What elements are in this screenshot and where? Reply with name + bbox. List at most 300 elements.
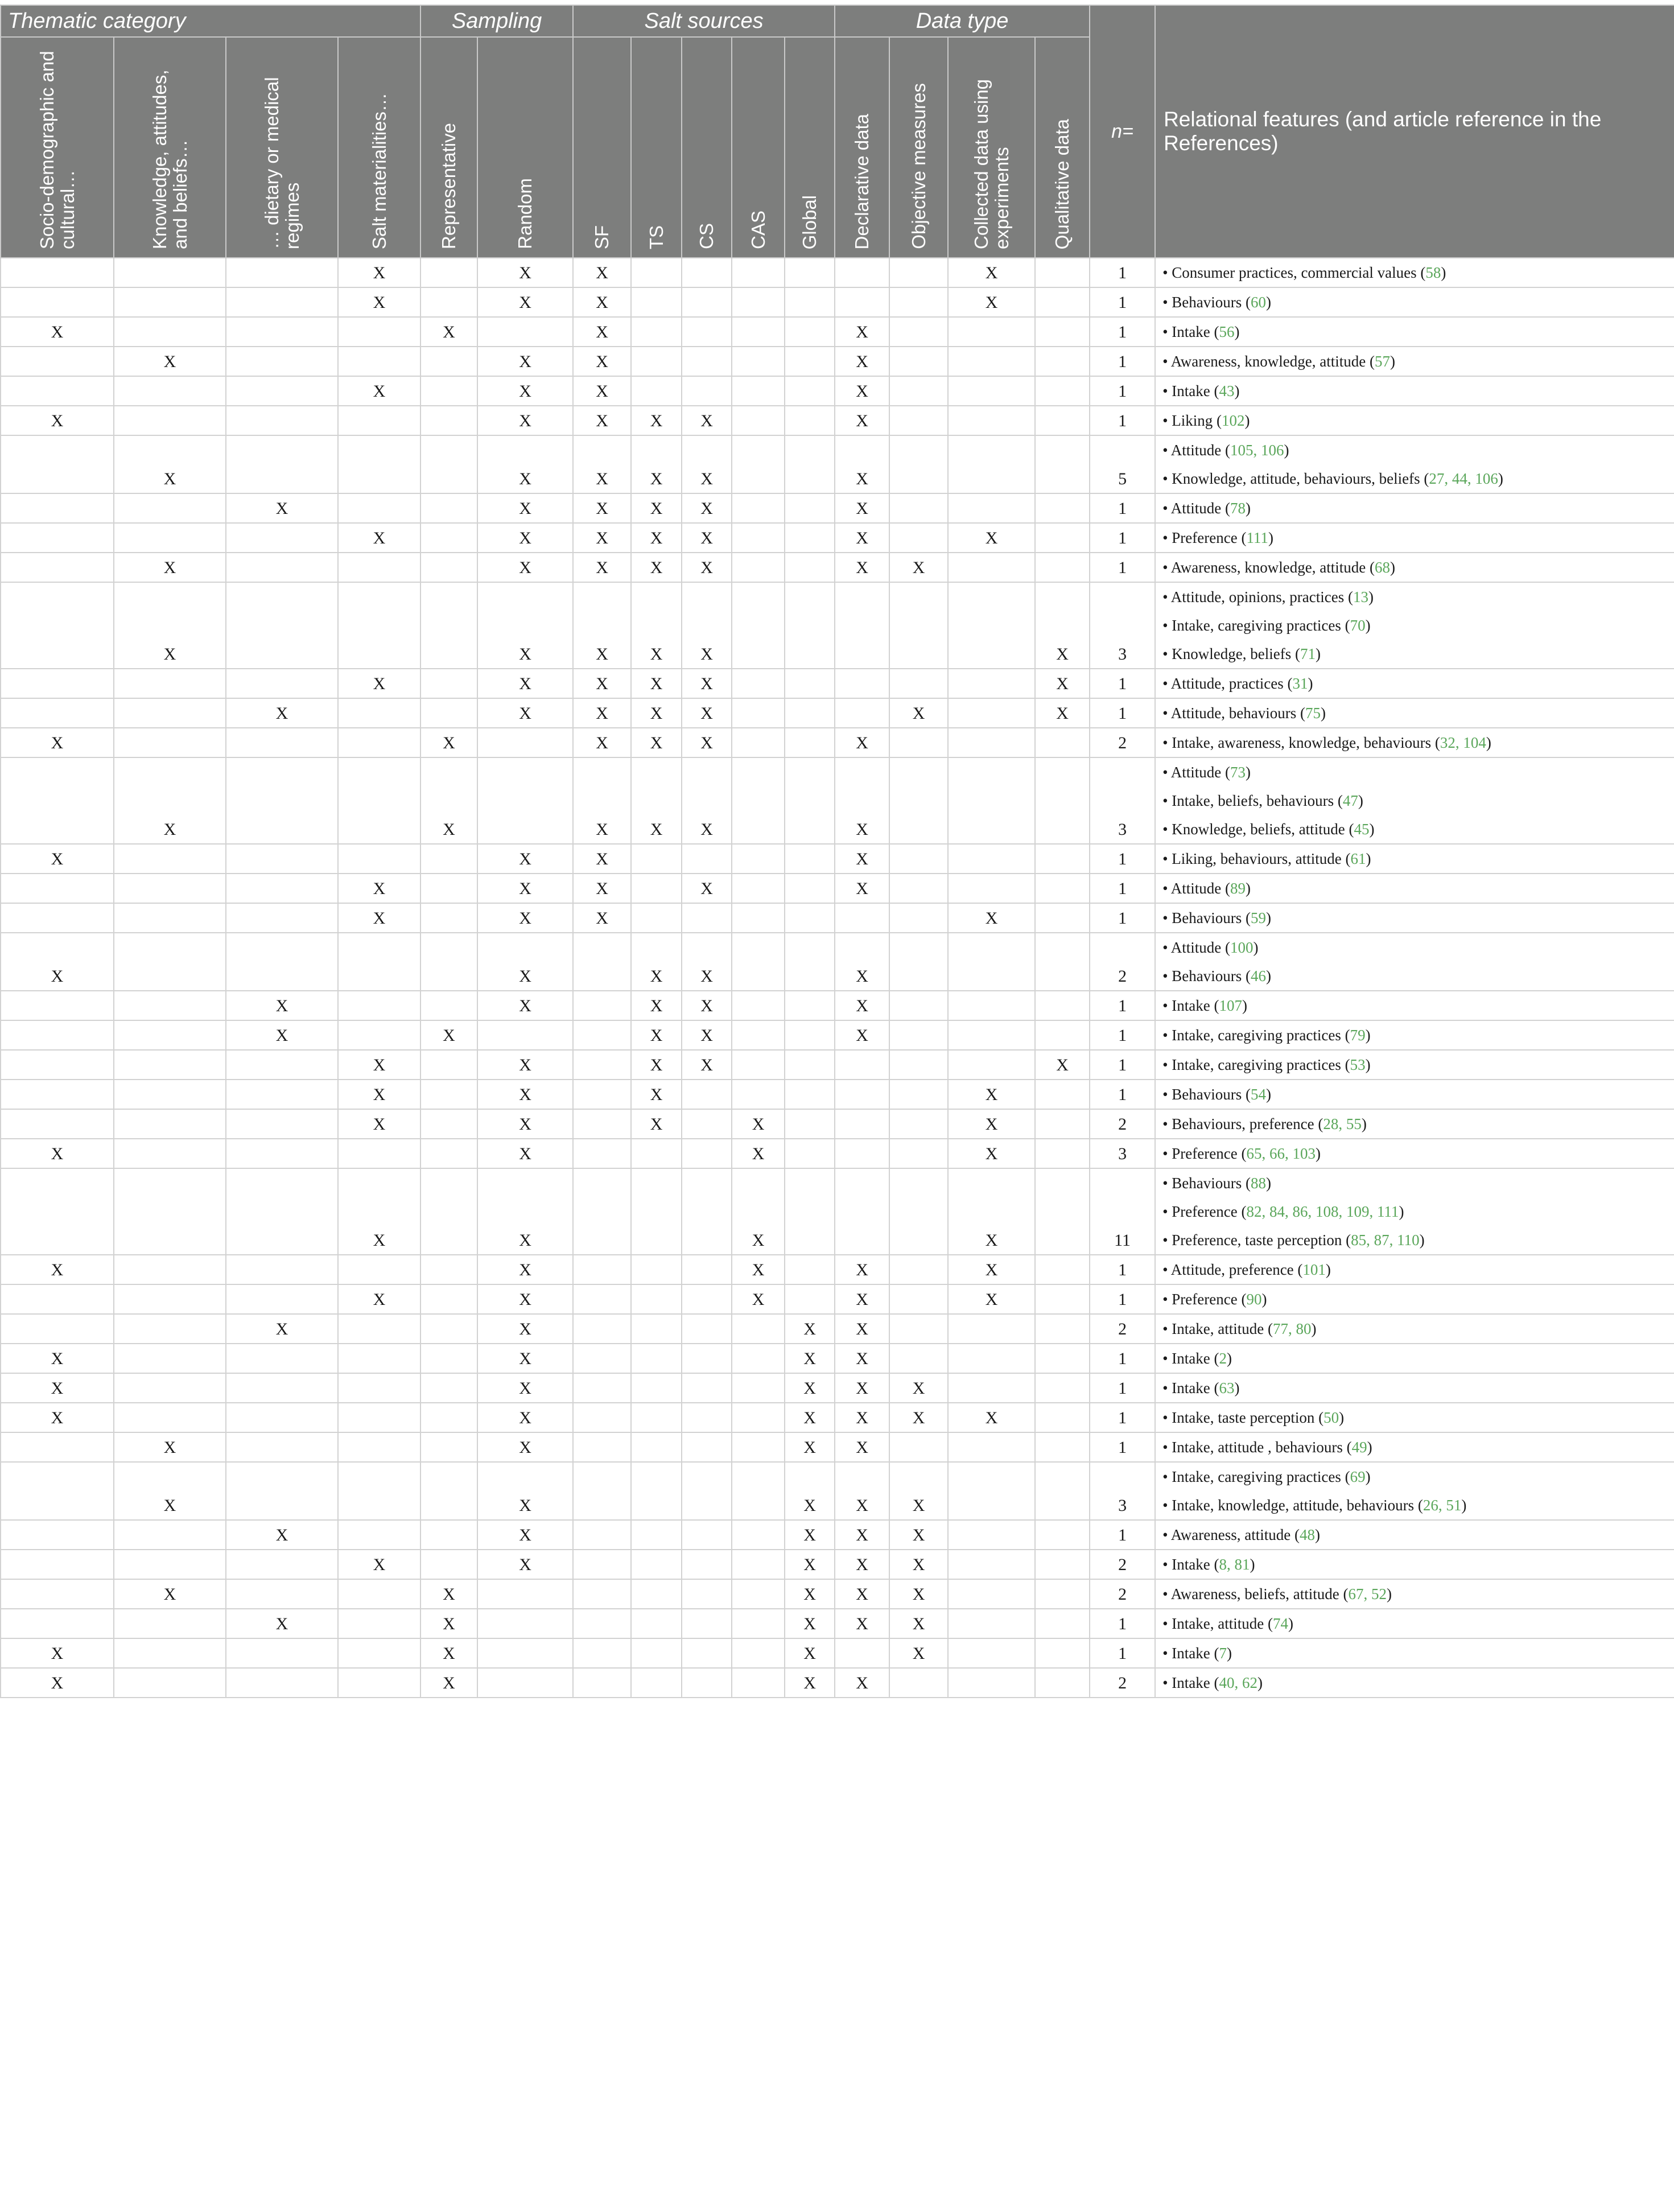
relational-feature-label: Intake, caregiving practices	[1172, 1468, 1341, 1485]
cell-qualitative-data	[1035, 435, 1090, 493]
reference-link[interactable]: 43	[1219, 382, 1235, 399]
cell-qualitative-data	[1035, 1168, 1090, 1255]
cell-knowledge-attitudes-and-beliefs	[114, 1520, 226, 1550]
cell-random: X	[477, 287, 573, 317]
cell-objective-measures	[889, 1168, 948, 1255]
reference-link[interactable]: 48	[1299, 1526, 1315, 1543]
reference-link[interactable]: 31	[1292, 675, 1308, 692]
relational-feature-item: • Behaviours (60)	[1162, 294, 1271, 311]
cell-ts	[631, 376, 682, 406]
relational-feature-item: • Awareness, attitude (48)	[1162, 1526, 1320, 1543]
cell-sf: X	[573, 523, 631, 553]
cell-sf	[573, 1403, 631, 1432]
reference-link[interactable]: 28, 55	[1323, 1115, 1362, 1132]
cell-global	[785, 874, 835, 903]
reference-link[interactable]: 100	[1230, 939, 1254, 956]
relational-feature-label: Preference	[1172, 1145, 1238, 1162]
cell-qualitative-data	[1035, 1403, 1090, 1432]
cell-global	[785, 376, 835, 406]
cell-cas: X	[732, 1284, 785, 1314]
cell-socio-demographic-and-cultural	[1, 991, 114, 1020]
cell-declarative-data	[835, 698, 889, 728]
reference-link[interactable]: 101	[1302, 1261, 1326, 1278]
group-header-sampling: Sampling	[420, 5, 573, 37]
table-row	[1, 553, 1674, 582]
bullet-icon: •	[1162, 1027, 1172, 1044]
reference-link[interactable]: 85, 87, 110	[1351, 1231, 1420, 1249]
cell-qualitative-data	[1035, 347, 1090, 376]
cell-declarative-data: X	[835, 933, 889, 991]
cell-socio-demographic-and-cultural: X	[1, 1373, 114, 1403]
bullet-icon: •	[1162, 470, 1172, 487]
reference-link[interactable]: 82, 84, 86, 108, 109, 111	[1246, 1203, 1399, 1220]
column-header-qualitative-data	[1035, 37, 1090, 258]
reference-link[interactable]: 77, 80	[1272, 1320, 1312, 1337]
cell-declarative-data: X	[835, 1550, 889, 1579]
reference-link[interactable]: 90	[1246, 1291, 1262, 1308]
cell-salt-materialities	[338, 1579, 420, 1609]
table-row	[1, 669, 1674, 698]
reference-link[interactable]: 111	[1246, 529, 1268, 546]
bullet-icon: •	[1162, 529, 1172, 546]
relational-feature-label: Attitude	[1170, 442, 1222, 459]
reference-link[interactable]: 49	[1351, 1439, 1367, 1456]
reference-link[interactable]: 102	[1222, 412, 1245, 429]
cell-objective-measures	[889, 874, 948, 903]
cell-knowledge-attitudes-and-beliefs: X	[114, 582, 226, 669]
cell-ts: X	[631, 582, 682, 669]
cell-n-count: 1	[1090, 991, 1155, 1020]
cell-relational-features	[1155, 1050, 1674, 1080]
cell-salt-materialities	[338, 493, 420, 523]
cell-cas	[732, 1520, 785, 1550]
cell-socio-demographic-and-cultural	[1, 1168, 114, 1255]
cell-salt-materialities: X	[338, 258, 420, 287]
cell-socio-demographic-and-cultural	[1, 523, 114, 553]
cell-ts	[631, 1462, 682, 1520]
cell-salt-materialities	[338, 1462, 420, 1520]
bullet-icon: •	[1162, 1203, 1172, 1220]
cell-n-count: 1	[1090, 669, 1155, 698]
cell-objective-measures: X	[889, 553, 948, 582]
reference-link[interactable]: 32, 104	[1440, 734, 1486, 751]
cell-representative	[420, 1109, 477, 1139]
cell-relational-features	[1155, 1344, 1674, 1373]
cell-salt-materialities	[338, 406, 420, 435]
cell-socio-demographic-and-cultural	[1, 553, 114, 582]
cell-collected-data-using-experiments	[948, 991, 1035, 1020]
reference-link[interactable]: 78	[1230, 500, 1246, 517]
cell-salt-materialities	[338, 1432, 420, 1462]
cell-relational-features	[1155, 698, 1674, 728]
relational-feature-item: • Intake (63)	[1162, 1379, 1240, 1397]
cell-global	[785, 1020, 835, 1050]
cell-objective-measures: X	[889, 1638, 948, 1668]
cell-cs: X	[682, 435, 732, 493]
cell-cs	[682, 1638, 732, 1668]
cell-global	[785, 287, 835, 317]
cell-sf: X	[573, 582, 631, 669]
bullet-icon: •	[1162, 909, 1172, 926]
cell-socio-demographic-and-cultural: X	[1, 844, 114, 874]
cell-knowledge-attitudes-and-beliefs: X	[114, 347, 226, 376]
cell-global	[785, 698, 835, 728]
cell-random: X	[477, 1255, 573, 1284]
relational-feature-item: • Liking, behaviours, attitude (61)	[1162, 850, 1371, 867]
cell-ts: X	[631, 1020, 682, 1050]
cell-representative	[420, 347, 477, 376]
table-row	[1, 991, 1674, 1020]
cell-relational-features	[1155, 523, 1674, 553]
cell-qualitative-data	[1035, 1344, 1090, 1373]
bullet-icon: •	[1162, 1379, 1172, 1397]
cell-collected-data-using-experiments: X	[948, 523, 1035, 553]
cell-declarative-data	[835, 1050, 889, 1080]
table-row	[1, 1432, 1674, 1462]
bullet-icon: •	[1162, 1526, 1171, 1543]
relational-feature-item: • Intake (107)	[1162, 997, 1247, 1014]
cell-n-count: 3	[1090, 1139, 1155, 1168]
reference-link[interactable]: 61	[1350, 850, 1366, 867]
cell-socio-demographic-and-cultural: X	[1, 1255, 114, 1284]
cell-collected-data-using-experiments	[948, 582, 1035, 669]
reference-link[interactable]: 54	[1251, 1086, 1266, 1103]
reference-link[interactable]: 105, 106	[1230, 442, 1284, 459]
cell-dietary-or-medical-regimes	[226, 287, 338, 317]
reference-link[interactable]: 59	[1251, 909, 1266, 926]
relational-feature-item: • Knowledge, beliefs, attitude (45)	[1162, 821, 1375, 838]
cell-relational-features	[1155, 1020, 1674, 1050]
cell-socio-demographic-and-cultural	[1, 376, 114, 406]
reference-link[interactable]: 60	[1251, 294, 1266, 311]
bullet-icon: •	[1162, 1175, 1172, 1192]
cell-declarative-data: X	[835, 553, 889, 582]
column-header-sf	[573, 37, 631, 258]
reference-link[interactable]: 53	[1350, 1056, 1366, 1073]
cell-relational-features	[1155, 1139, 1674, 1168]
bullet-icon: •	[1162, 645, 1172, 662]
cell-dietary-or-medical-regimes	[226, 1139, 338, 1168]
cell-global	[785, 317, 835, 347]
cell-objective-measures: X	[889, 1373, 948, 1403]
cell-dietary-or-medical-regimes	[226, 406, 338, 435]
cell-collected-data-using-experiments	[948, 757, 1035, 844]
table-row	[1, 1668, 1674, 1698]
cell-dietary-or-medical-regimes: X	[226, 698, 338, 728]
cell-knowledge-attitudes-and-beliefs: X	[114, 1579, 226, 1609]
cell-ts	[631, 903, 682, 933]
bullet-icon: •	[1162, 1556, 1172, 1573]
relational-feature-label: Preference	[1172, 1203, 1238, 1220]
cell-cas	[732, 1668, 785, 1698]
cell-collected-data-using-experiments	[948, 553, 1035, 582]
table-row	[1, 1080, 1674, 1109]
cell-sf: X	[573, 669, 631, 698]
cell-sf	[573, 1520, 631, 1550]
cell-sf: X	[573, 317, 631, 347]
cell-salt-materialities	[338, 991, 420, 1020]
cell-declarative-data: X	[835, 1432, 889, 1462]
reference-link[interactable]: 69	[1350, 1468, 1366, 1485]
table-row	[1, 1403, 1674, 1432]
reference-link[interactable]: 47	[1342, 792, 1358, 809]
cell-objective-measures: X	[889, 1403, 948, 1432]
cell-qualitative-data	[1035, 1314, 1090, 1344]
cell-socio-demographic-and-cultural	[1, 1520, 114, 1550]
table-row	[1, 874, 1674, 903]
cell-socio-demographic-and-cultural	[1, 1284, 114, 1314]
table-row	[1, 1344, 1674, 1373]
cell-global: X	[785, 1609, 835, 1638]
cell-random: X	[477, 258, 573, 287]
cell-relational-features	[1155, 874, 1674, 903]
cell-n-count: 2	[1090, 1579, 1155, 1609]
cell-knowledge-attitudes-and-beliefs	[114, 406, 226, 435]
cell-objective-measures	[889, 493, 948, 523]
cell-objective-measures	[889, 287, 948, 317]
table-row	[1, 1168, 1674, 1255]
cell-knowledge-attitudes-and-beliefs	[114, 1609, 226, 1638]
reference-link[interactable]: 40, 62	[1219, 1674, 1257, 1691]
cell-cas	[732, 347, 785, 376]
cell-n-count: 2	[1090, 1314, 1155, 1344]
relational-feature-item: • Preference (65, 66, 103)	[1162, 1145, 1321, 1162]
cell-dietary-or-medical-regimes	[226, 347, 338, 376]
cell-relational-features	[1155, 1550, 1674, 1579]
reference-link[interactable]: 70	[1350, 617, 1366, 634]
reference-link[interactable]: 13	[1353, 588, 1368, 605]
cell-sf	[573, 1609, 631, 1638]
cell-ts: X	[631, 991, 682, 1020]
cell-representative	[420, 523, 477, 553]
bullet-icon: •	[1162, 764, 1171, 781]
cell-ts	[631, 347, 682, 376]
reference-link[interactable]: 56	[1219, 323, 1235, 340]
cell-salt-materialities	[338, 1344, 420, 1373]
bullet-icon: •	[1162, 1086, 1172, 1103]
bullet-icon: •	[1162, 294, 1172, 311]
reference-link[interactable]: 26, 51	[1423, 1497, 1462, 1514]
cell-knowledge-attitudes-and-beliefs	[114, 1550, 226, 1579]
cell-knowledge-attitudes-and-beliefs	[114, 698, 226, 728]
cell-sf: X	[573, 757, 631, 844]
cell-dietary-or-medical-regimes	[226, 933, 338, 991]
bullet-icon: •	[1162, 967, 1172, 985]
cell-cas	[732, 1373, 785, 1403]
reference-link[interactable]: 50	[1323, 1409, 1339, 1426]
cell-n-count: 1	[1090, 493, 1155, 523]
cell-random: X	[477, 376, 573, 406]
reference-link[interactable]: 107	[1219, 997, 1242, 1014]
cell-sf: X	[573, 287, 631, 317]
reference-link[interactable]: 67, 52	[1348, 1585, 1387, 1603]
cell-cas	[732, 933, 785, 991]
column-header-label: Objective measures	[908, 83, 929, 249]
relational-feature-label: Preference, taste perception	[1172, 1231, 1342, 1249]
relational-feature-item: • Attitude, preference (101)	[1162, 1261, 1331, 1278]
cell-sf: X	[573, 844, 631, 874]
cell-knowledge-attitudes-and-beliefs	[114, 258, 226, 287]
cell-random: X	[477, 553, 573, 582]
cell-knowledge-attitudes-and-beliefs	[114, 1020, 226, 1050]
cell-cs	[682, 376, 732, 406]
relational-feature-item: • Intake (8, 81)	[1162, 1556, 1255, 1573]
cell-cas	[732, 1609, 785, 1638]
cell-knowledge-attitudes-and-beliefs	[114, 1139, 226, 1168]
cell-ts	[631, 1168, 682, 1255]
relational-feature-label: Awareness, knowledge, attitude	[1170, 559, 1366, 576]
cell-objective-measures: X	[889, 1520, 948, 1550]
reference-link[interactable]: 2	[1219, 1350, 1227, 1367]
relational-feature-item: • Liking (102)	[1162, 412, 1250, 429]
cell-global: X	[785, 1638, 835, 1668]
cell-global	[785, 1255, 835, 1284]
reference-link[interactable]: 57	[1374, 353, 1390, 370]
reference-link[interactable]: 71	[1300, 645, 1316, 662]
column-header-declarative-data	[835, 37, 889, 258]
cell-knowledge-attitudes-and-beliefs: X	[114, 435, 226, 493]
relational-feature-label: Attitude, preference	[1170, 1261, 1294, 1278]
cell-relational-features	[1155, 991, 1674, 1020]
cell-declarative-data: X	[835, 406, 889, 435]
reference-link[interactable]: 46	[1251, 967, 1266, 985]
table-row	[1, 1550, 1674, 1579]
cell-global	[785, 1050, 835, 1080]
cell-salt-materialities: X	[338, 669, 420, 698]
cell-socio-demographic-and-cultural	[1, 1609, 114, 1638]
cell-cs	[682, 1168, 732, 1255]
cell-dietary-or-medical-regimes	[226, 1373, 338, 1403]
cell-objective-measures	[889, 991, 948, 1020]
relational-feature-label: Preference	[1172, 1291, 1238, 1308]
cell-sf	[573, 1168, 631, 1255]
cell-cas	[732, 523, 785, 553]
relational-feature-label: Intake, caregiving practices	[1172, 1056, 1341, 1073]
cell-random	[477, 1638, 573, 1668]
cell-collected-data-using-experiments	[948, 728, 1035, 757]
table-row	[1, 1255, 1674, 1284]
reference-link[interactable]: 79	[1350, 1027, 1366, 1044]
cell-qualitative-data	[1035, 1609, 1090, 1638]
cell-ts	[631, 1284, 682, 1314]
relational-feature-label: Intake	[1172, 1350, 1210, 1367]
reference-link[interactable]: 73	[1230, 764, 1246, 781]
cell-sf: X	[573, 903, 631, 933]
cell-qualitative-data	[1035, 287, 1090, 317]
relational-feature-label: Behaviours	[1172, 967, 1242, 985]
relational-feature-label: Intake, attitude , behaviours	[1172, 1439, 1343, 1456]
cell-cs: X	[682, 874, 732, 903]
reference-link[interactable]: 74	[1272, 1615, 1288, 1632]
cell-n-count: 1	[1090, 1050, 1155, 1080]
reference-link[interactable]: 75	[1305, 705, 1321, 722]
relational-feature-item: • Intake, attitude (77, 80)	[1162, 1320, 1317, 1337]
cell-collected-data-using-experiments	[948, 1344, 1035, 1373]
cell-random: X	[477, 1139, 573, 1168]
cell-cs	[682, 903, 732, 933]
bullet-icon: •	[1162, 353, 1171, 370]
cell-representative	[420, 493, 477, 523]
cell-cs: X	[682, 991, 732, 1020]
cell-collected-data-using-experiments	[948, 376, 1035, 406]
reference-link[interactable]: 63	[1219, 1379, 1235, 1397]
column-header-collected-data-using-experiments	[948, 37, 1035, 258]
cell-sf: X	[573, 406, 631, 435]
cell-n-count: 3	[1090, 582, 1155, 669]
cell-sf	[573, 1255, 631, 1284]
cell-relational-features	[1155, 435, 1674, 493]
cell-qualitative-data	[1035, 406, 1090, 435]
cell-cs	[682, 1284, 732, 1314]
cell-relational-features	[1155, 1284, 1674, 1314]
column-header-label: Qualitative data	[1052, 118, 1073, 249]
table-row	[1, 493, 1674, 523]
cell-declarative-data: X	[835, 1314, 889, 1344]
cell-qualitative-data	[1035, 1109, 1090, 1139]
cell-dietary-or-medical-regimes	[226, 844, 338, 874]
table-row	[1, 728, 1674, 757]
relational-feature-label: Intake, caregiving practices	[1172, 617, 1341, 634]
relational-feature-label: Knowledge, attitude, behaviours, beliefs	[1172, 470, 1420, 487]
cell-global: X	[785, 1520, 835, 1550]
cell-n-count: 1	[1090, 1255, 1155, 1284]
cell-socio-demographic-and-cultural	[1, 1462, 114, 1520]
cell-qualitative-data	[1035, 1520, 1090, 1550]
cell-cs	[682, 1432, 732, 1462]
cell-cs: X	[682, 582, 732, 669]
cell-cas	[732, 903, 785, 933]
relational-feature-label: Consumer practices, commercial values	[1172, 264, 1417, 281]
cell-qualitative-data: X	[1035, 582, 1090, 669]
reference-link[interactable]: 89	[1230, 880, 1246, 897]
cell-qualitative-data	[1035, 1139, 1090, 1168]
cell-ts: X	[631, 933, 682, 991]
relational-feature-item: • Intake (40, 62)	[1162, 1674, 1263, 1691]
relational-feature-item: • Knowledge, attitude, behaviours, beliefs (27, 44, 106)	[1162, 470, 1503, 487]
cell-collected-data-using-experiments	[948, 1432, 1035, 1462]
cell-collected-data-using-experiments: X	[948, 1109, 1035, 1139]
cell-dietary-or-medical-regimes	[226, 1403, 338, 1432]
cell-collected-data-using-experiments: X	[948, 1403, 1035, 1432]
reference-link[interactable]: 68	[1374, 559, 1390, 576]
cell-qualitative-data	[1035, 1550, 1090, 1579]
cell-objective-measures	[889, 1344, 948, 1373]
cell-cas: X	[732, 1139, 785, 1168]
reference-link[interactable]: 7	[1219, 1645, 1227, 1662]
cell-sf: X	[573, 553, 631, 582]
relational-feature-label: Attitude	[1170, 880, 1222, 897]
cell-qualitative-data	[1035, 553, 1090, 582]
cell-representative	[420, 376, 477, 406]
cell-socio-demographic-and-cultural: X	[1, 933, 114, 991]
cell-knowledge-attitudes-and-beliefs	[114, 287, 226, 317]
reference-link[interactable]: 27, 44, 106	[1429, 470, 1498, 487]
cell-random: X	[477, 1520, 573, 1550]
cell-relational-features	[1155, 258, 1674, 287]
relational-feature-item: • Intake (2)	[1162, 1350, 1232, 1367]
cell-ts	[631, 1550, 682, 1579]
cell-relational-features	[1155, 903, 1674, 933]
reference-link[interactable]: 88	[1251, 1175, 1266, 1192]
reference-link[interactable]: 8, 81	[1219, 1556, 1250, 1573]
reference-link[interactable]: 58	[1425, 264, 1441, 281]
cell-relational-features	[1155, 317, 1674, 347]
cell-declarative-data: X	[835, 1344, 889, 1373]
reference-link[interactable]: 45	[1354, 821, 1370, 838]
reference-link[interactable]: 65, 66, 103	[1246, 1145, 1316, 1162]
cell-socio-demographic-and-cultural: X	[1, 1403, 114, 1432]
cell-sf	[573, 1462, 631, 1520]
